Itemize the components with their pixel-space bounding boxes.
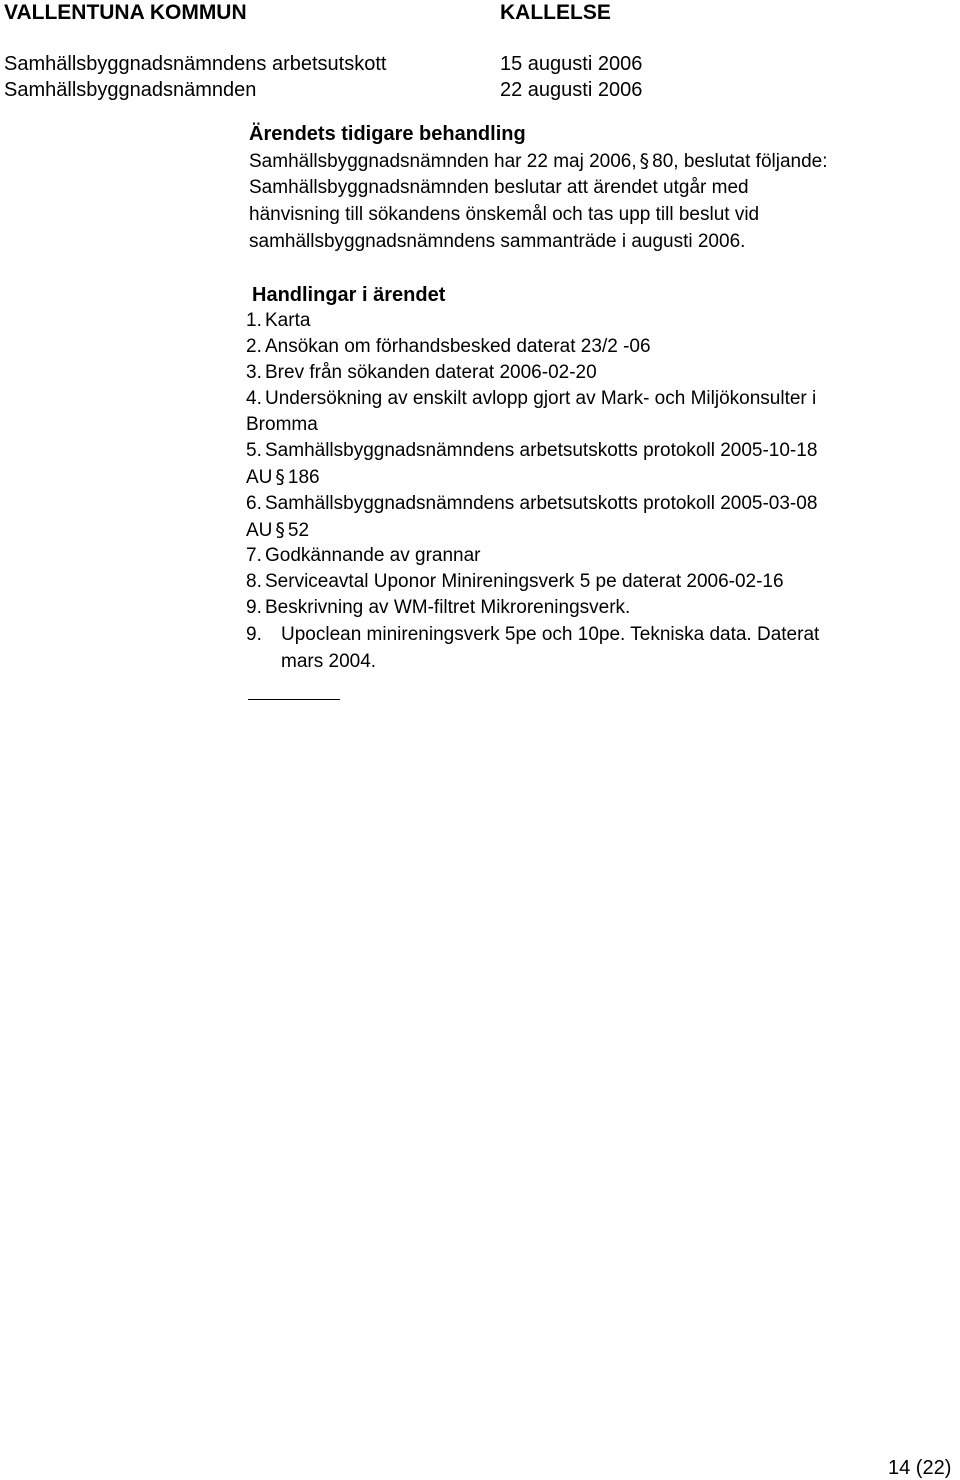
meeting-body: Samhällsbyggnadsnämnden (4, 79, 257, 101)
list-number: 4. (246, 388, 262, 409)
meeting-date: 15 augusti 2006 (500, 53, 643, 75)
list-item (0, 597, 960, 619)
documents-heading: Handlingar i ärendet (252, 284, 446, 306)
list-text: Karta (265, 310, 311, 331)
list-item (0, 336, 960, 358)
history-line: Samhällsbyggnadsnämnden beslutar att ärendet utgår med (249, 177, 749, 198)
list-text: Godkännande av grannar (265, 545, 481, 566)
section-sign: § (639, 150, 650, 172)
au-label: AU (246, 467, 273, 488)
list-item (0, 362, 960, 384)
list-text-continued (246, 466, 320, 489)
history-heading: Ärendets tidigare behandling (249, 123, 526, 145)
list-text: Ansökan om förhandsbesked daterat 23/2 -06 (265, 336, 651, 357)
list-number: 9. (246, 597, 262, 618)
history-text: Samhällsbyggnadsnämnden har 22 maj 2006, (249, 151, 637, 172)
history-line (249, 150, 828, 173)
paragraph-number: 186 (287, 467, 320, 488)
list-item (0, 310, 960, 332)
list-text: Serviceavtal Uponor Minireningsverk 5 pe daterat 2006-02-16 (265, 571, 784, 592)
paragraph-number: 52 (287, 520, 310, 541)
list-item (0, 388, 960, 436)
list-text-continued: mars 2004. (281, 651, 377, 672)
list-number: 9. (246, 624, 262, 645)
section-sign: § (275, 519, 285, 541)
list-number: 2. (246, 336, 262, 357)
au-label: AU (246, 520, 273, 541)
history-line: hänvisning till sökandens önskemål och tas upp till beslut vid (249, 204, 760, 225)
list-number: 1. (246, 310, 262, 331)
list-text-continued: Bromma (246, 414, 318, 435)
history-text: 80, beslutat följande: (652, 151, 828, 172)
list-text: Upoclean minireningsverk 5pe och 10pe. Tekniska data. Daterat (281, 624, 820, 645)
page-number: 14 (22) (888, 1457, 952, 1479)
list-text: Brev från sökanden daterat 2006-02-20 (265, 362, 597, 383)
end-divider (248, 699, 340, 700)
list-item (0, 545, 960, 567)
list-item (0, 624, 960, 672)
meeting-body: Samhällsbyggnadsnämndens arbetsutskott (4, 53, 387, 75)
list-item (0, 493, 960, 541)
list-item (0, 571, 960, 593)
meeting-date: 22 augusti 2006 (500, 79, 643, 101)
list-text: Beskrivning av WM-filtret Mikroreningsverk. (265, 597, 631, 618)
list-number: 5. (246, 440, 262, 461)
organization-name: VALLENTUNA KOMMUN (4, 1, 247, 24)
list-number: 7. (246, 545, 262, 566)
list-text-continued (246, 519, 309, 542)
list-text: Samhällsbyggnadsnämndens arbetsutskotts protokoll 2005-10-18 (265, 440, 818, 461)
history-line: samhällsbyggnadsnämndens sammanträde i augusti 2006. (249, 231, 746, 252)
list-text: Undersökning av enskilt avlopp gjort av Mark- och Miljökonsulter i (265, 388, 817, 409)
list-number: 3. (246, 362, 262, 383)
document-type: KALLELSE (500, 1, 611, 24)
list-text: Samhällsbyggnadsnämndens arbetsutskotts protokoll 2005-03-08 (265, 493, 818, 514)
section-sign: § (275, 466, 285, 488)
list-number: 6. (246, 493, 262, 514)
list-item (0, 440, 960, 488)
list-number: 8. (246, 571, 262, 592)
